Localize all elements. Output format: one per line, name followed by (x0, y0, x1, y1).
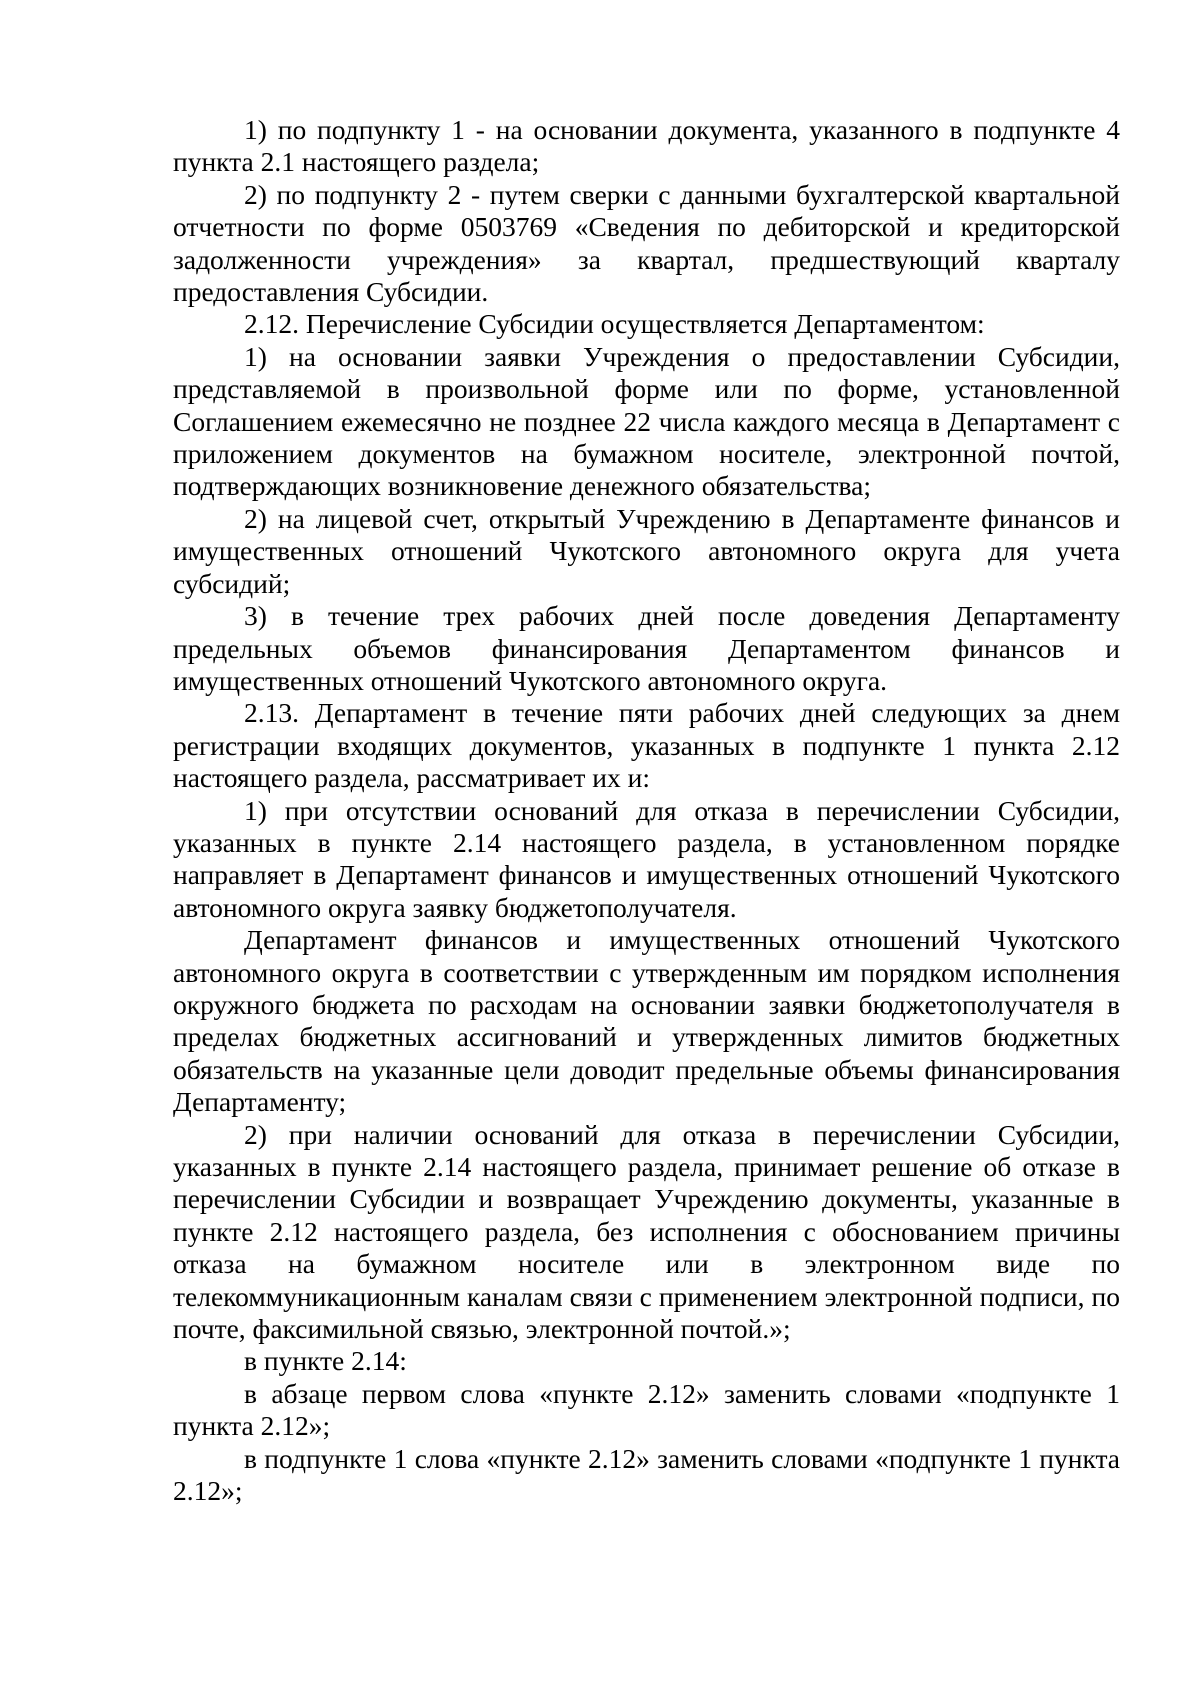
paragraph-clause-2-12-item-1: 1) на основании заявки Учреждения о предоставлении Субсидии, представляемой в произвольной форме или по форме, установленной Соглашением ежемесячно не позднее 22 числа каждого месяца в Департамент с приложением документов на бумажном носителе, электронной почтой, подтверждающих возникновение денежного обязательства; (173, 340, 1120, 502)
paragraph-clause-2-12-item-3: 3) в течение трех рабочих дней после доведения Департаменту предельных объемов финансирования Департаментом финансов и имущественных отношений Чукотского автономного округа. (173, 600, 1120, 696)
paragraph-clause-2-13: 2.13. Департамент в течение пяти рабочих дней следующих за днем регистрации входящих документов, указанных в подпункте 1 пункта 2.12 настоящего раздела, рассматривает их и: (173, 697, 1120, 794)
paragraph-subitem-1: 1) по подпункту 1 - на основании документа, указанного в подпункте 4 пункта 2.1 настоящего раздела; (173, 114, 1120, 178)
paragraph-clause-2-12-item-2: 2) на лицевой счет, открытый Учреждению в Департаменте финансов и имущественных отношений Чукотского автономного округа для учета субсидий; (173, 502, 1120, 599)
paragraph-clause-2-12: 2.12. Перечисление Субсидии осуществляется Департаментом: (244, 308, 985, 340)
document-page (173, 114, 1120, 1507)
paragraph-clause-2-13-item-2: 2) при наличии оснований для отказа в перечислении Субсидии, указанных в пункте 2.14 настоящего раздела, принимает решение об отказе в перечислении Субсидии и возвращает Учреждению документы, указанные в пункте 2.12 настоящего раздела, без исполнения с обоснованием причины отказа на бумажном носителе или в электронном виде по телекоммуникационным каналам связи с применением электронной подписи, по почте, факсимильной связью, электронной почтой.»; (173, 1118, 1120, 1345)
paragraph-clause-2-14-subitem-1: в подпункте 1 слова «пункте 2.12» заменить словами «подпункте 1 пункта 2.12»; (173, 1442, 1120, 1507)
paragraph-clause-2-14-first-abzac: в абзаце первом слова «пункте 2.12» заменить словами «подпункте 1 пункта 2.12»; (173, 1377, 1120, 1442)
paragraph-clause-2-14-heading: в пункте 2.14: (244, 1345, 407, 1377)
paragraph-subitem-2: 2) по подпункту 2 - путем сверки с данными бухгалтерской квартальной отчетности по форме 0503769 «Сведения по дебиторской и кредиторской задолженности учреждения» за квартал, предшествующий кварталу предоставления Субсидии. (173, 178, 1120, 308)
paragraph-finance-department: Департамент финансов и имущественных отношений Чукотского автономного округа в соответствии с утвержденным им порядком исполнения окружного бюджета по расходам на основании заявки бюджетополучателя в пределах бюджетных ассигнований и утвержденных лимитов бюджетных обязательств на указанные цели доводит предельные объемы финансирования Департаменту; (173, 924, 1120, 1118)
paragraph-clause-2-13-item-1: 1) при отсутствии оснований для отказа в перечислении Субсидии, указанных в пункте 2.14 настоящего раздела, в установленном порядке направляет в Департамент финансов и имущественных отношений Чукотского автономного округа заявку бюджетополучателя. (173, 794, 1120, 923)
